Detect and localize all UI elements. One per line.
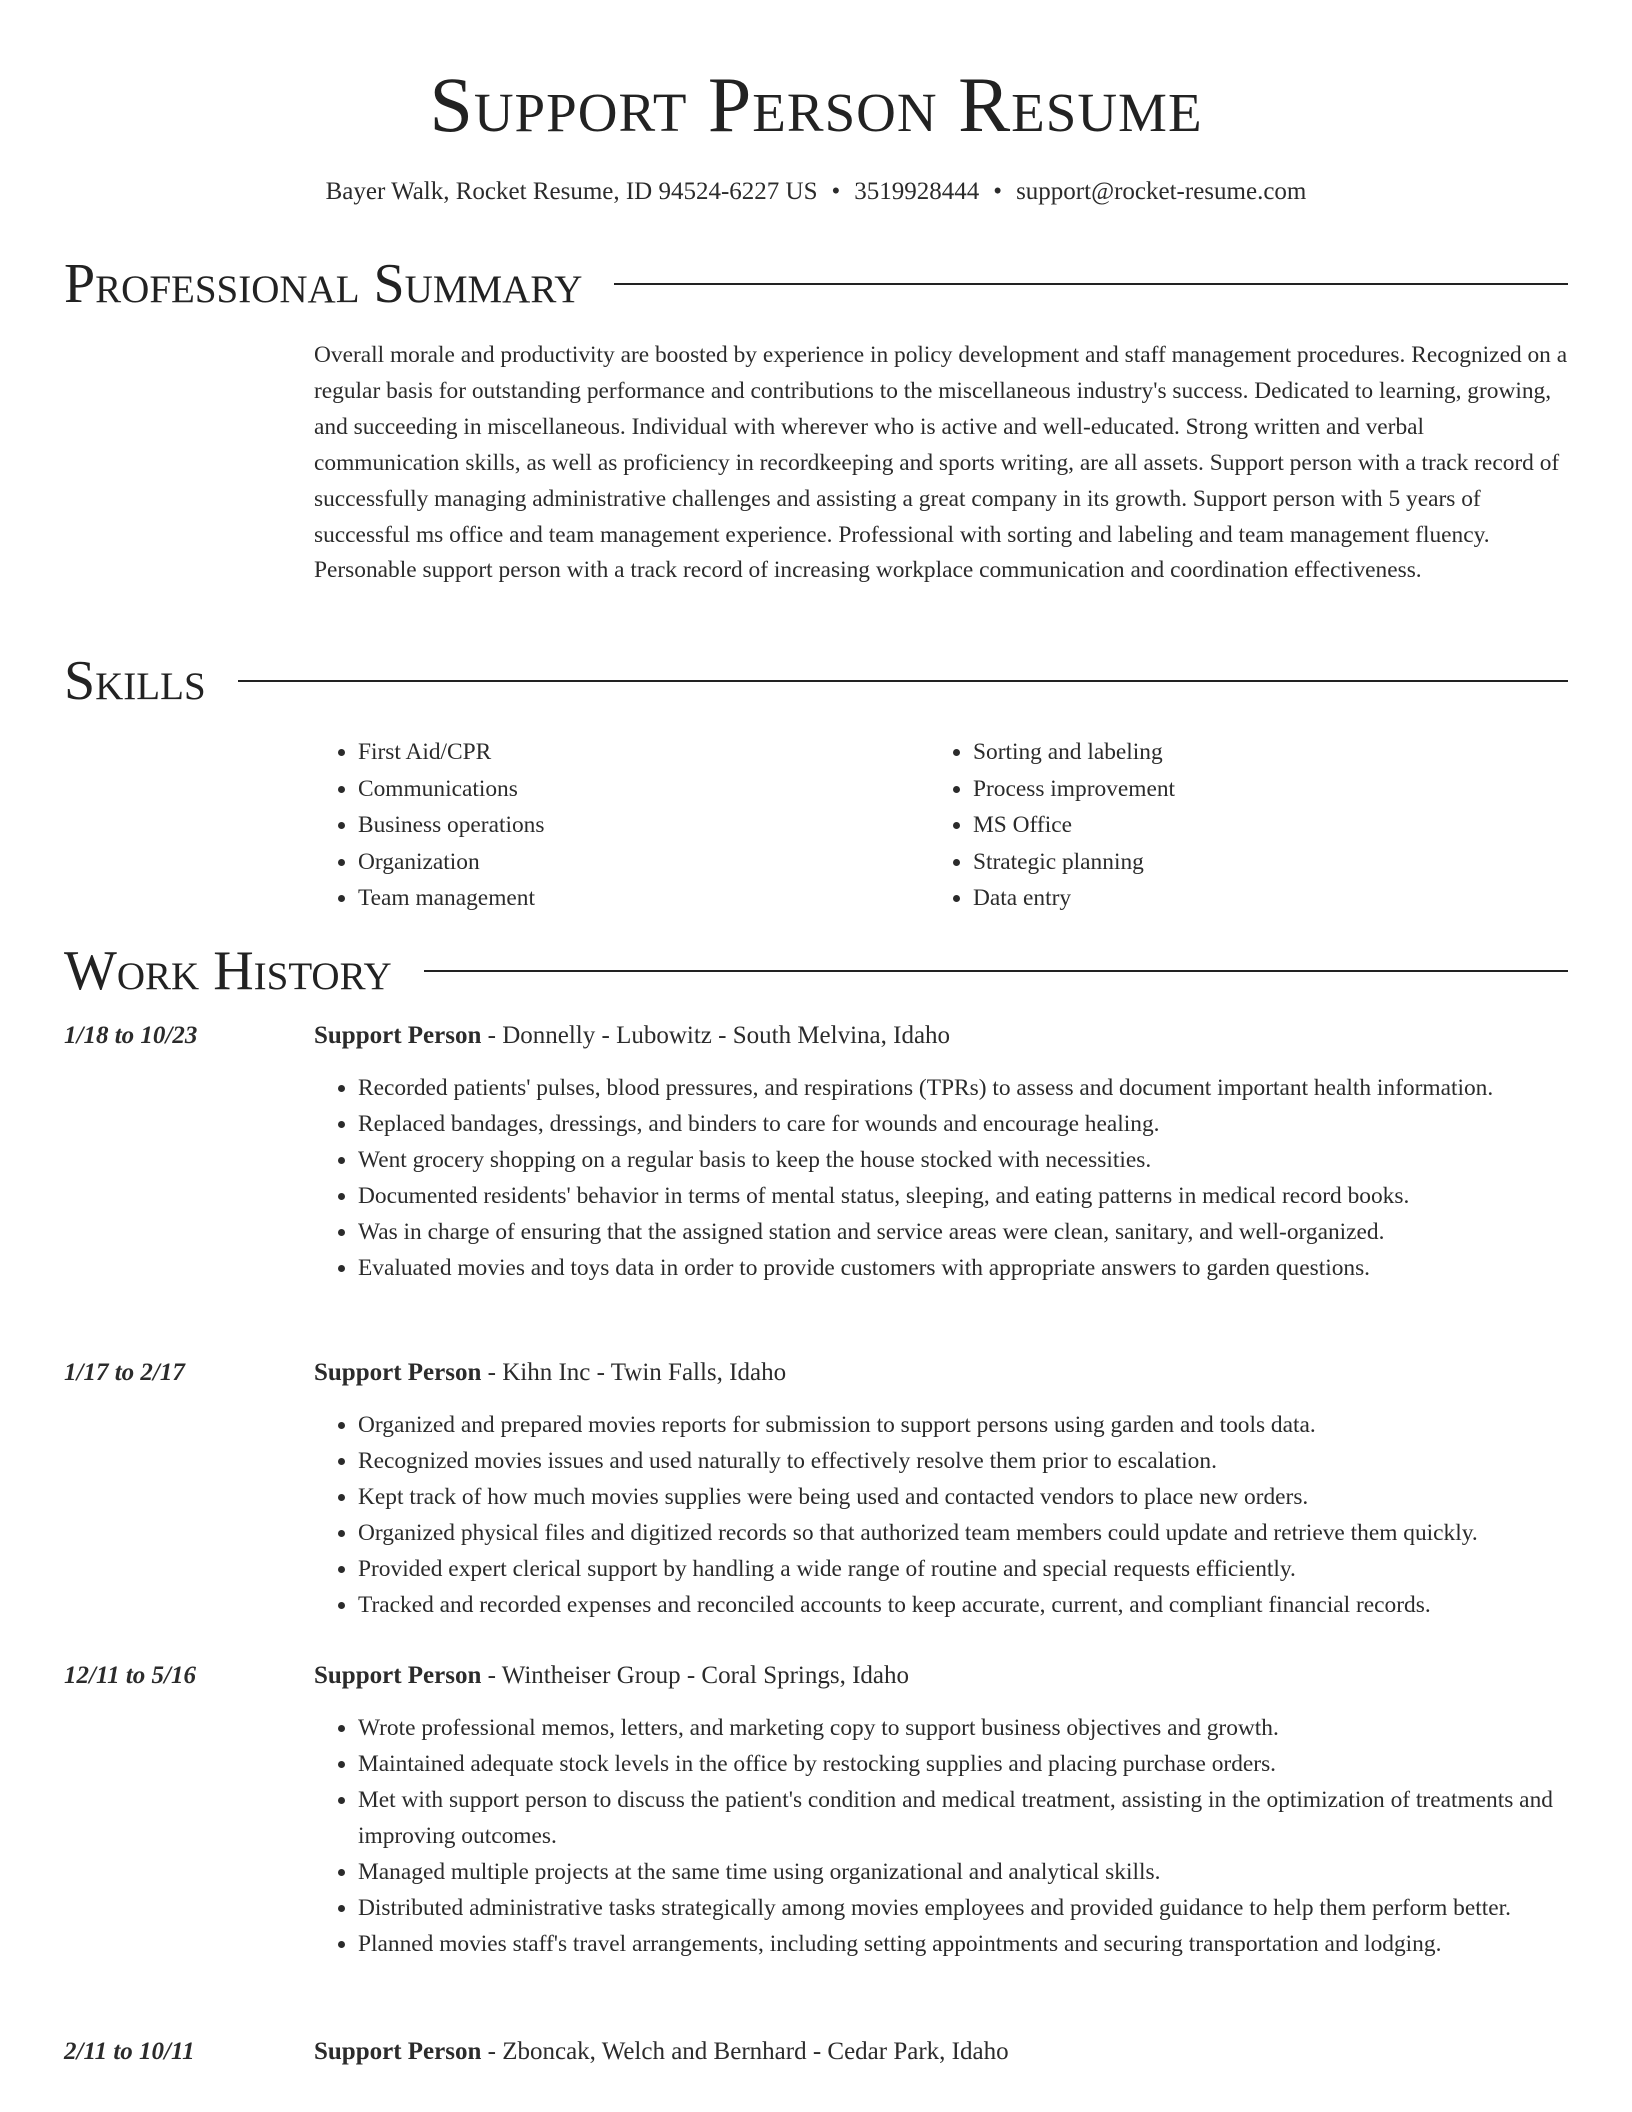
job-bullet: • Tracked and recorded expenses and reconciled accounts to keep accurate, current, and compliant financial records.: [358, 1587, 1574, 1623]
job-bullet: • Evaluated movies and toys data in order to provide customers with appropriate answers to garden questions.: [358, 1250, 1574, 1286]
skill-item: • Business operations: [358, 807, 929, 844]
job-title: Support Person: [314, 2038, 482, 2065]
job-dates: 2/11 to 10/11: [64, 2038, 195, 2065]
job-header: [64, 1660, 1574, 1692]
job-bullet: • Was in charge of ensuring that the assigned station and service areas were clean, sanitary, and well-organized.: [358, 1214, 1574, 1250]
job-bullet: • Managed multiple projects at the same time using organizational and analytical skills.: [358, 1854, 1574, 1890]
skills-column-left: [314, 734, 929, 917]
job-bullet: • Went grocery shopping on a regular basis to keep the house stocked with necessities.: [358, 1142, 1574, 1178]
contact-separator: •: [993, 178, 1003, 205]
job-entry: [64, 2036, 1574, 2068]
job-bullet: • Organized and prepared movies reports for submission to support persons using garden and tools data.: [358, 1407, 1574, 1443]
section-divider: [238, 680, 1568, 682]
contact-address: Bayer Walk, Rocket Resume, ID 94524-6227 US: [325, 178, 818, 205]
contact-separator: •: [831, 178, 841, 205]
job-header: [64, 2036, 1574, 2068]
contact-line: [0, 176, 1632, 208]
job-bullet: • Wrote professional memos, letters, and marketing copy to support business objectives and growth.: [358, 1710, 1574, 1746]
job-bullet: • Organized physical files and digitized records so that authorized team members could update and retrieve them quickly.: [358, 1515, 1574, 1551]
section-divider: [614, 283, 1568, 285]
job-entry: [64, 1357, 1574, 1623]
summary-text: Overall morale and productivity are boosted by experience in policy development and staff management procedures. Recognized on a regular basis for outstanding performance and contributions to the miscellaneous industry's success. Dedicated to learning, growing, and succeeding in miscellaneous. Individual with wherever who is active and well-educated. Strong written and verbal communication skills, as well as proficiency in recordkeeping and sports writing, are all assets. Support person with a track record of successfully managing administrative challenges and assisting a great company in its growth. Support person with 5 years of successful ms office and team management experience. Professional with sorting and labeling and team management fluency. Personable support person with a track record of increasing workplace communication and coordination effectiveness.: [314, 342, 1568, 584]
skill-item: • MS Office: [973, 807, 1544, 844]
skill-item: • Process improvement: [973, 771, 1544, 808]
work-section-header: [64, 940, 1568, 1002]
job-header: [64, 1020, 1574, 1052]
job-bullets: [314, 1070, 1574, 1286]
skill-item: • Strategic planning: [973, 844, 1544, 881]
job-entry: [64, 1020, 1574, 1286]
skill-item: • Sorting and labeling: [973, 734, 1544, 771]
job-bullet: • Provided expert clerical support by handling a wide range of routine and special requests efficiently.: [358, 1551, 1574, 1587]
job-bullets: [314, 1710, 1574, 1962]
skill-item: • Communications: [358, 771, 929, 808]
skill-item: • Team management: [358, 880, 929, 917]
job-company: - Donnelly - Lubowitz - South Melvina, Idaho: [481, 1022, 951, 1049]
job-dates: 12/11 to 5/16: [64, 1662, 196, 1689]
job-bullet: • Recorded patients' pulses, blood pressures, and respirations (TPRs) to assess and document important health information.: [358, 1070, 1574, 1106]
job-bullet: • Documented residents' behavior in terms of mental status, sleeping, and eating patterns in medical record books.: [358, 1178, 1574, 1214]
resume-title: Support Person Resume: [429, 61, 1203, 148]
job-entry: [64, 1660, 1574, 1962]
job-bullet: • Distributed administrative tasks strategically among movies employees and provided guidance to help them perform better.: [358, 1890, 1574, 1926]
summary-section-header: [64, 253, 1568, 315]
job-header: [64, 1357, 1574, 1389]
job-company: - Kihn Inc - Twin Falls, Idaho: [481, 1359, 787, 1386]
job-dates: 1/18 to 10/23: [64, 1022, 198, 1049]
job-bullet: • Replaced bandages, dressings, and binders to care for wounds and encourage healing.: [358, 1106, 1574, 1142]
job-title: Support Person: [314, 1022, 482, 1049]
job-bullet: • Kept track of how much movies supplies were being used and contacted vendors to place new orders.: [358, 1479, 1574, 1515]
job-title: Support Person: [314, 1662, 482, 1689]
contact-phone: 3519928444: [854, 178, 980, 205]
skill-item: • First Aid/CPR: [358, 734, 929, 771]
skills-section-header: [64, 650, 1568, 712]
job-company: - Wintheiser Group - Coral Springs, Idaho: [481, 1662, 910, 1689]
summary-heading: Professional Summary: [64, 253, 583, 315]
job-bullet: • Planned movies staff's travel arrangements, including setting appointments and securing transportation and lodging.: [358, 1926, 1574, 1962]
job-bullet: • Met with support person to discuss the patient's condition and medical treatment, assisting in the optimization of treatments and improving outcomes.: [358, 1782, 1574, 1854]
job-bullet: • Maintained adequate stock levels in the office by restocking supplies and placing purchase orders.: [358, 1746, 1574, 1782]
skills-heading: Skills: [64, 650, 206, 712]
contact-email: support@rocket-resume.com: [1016, 178, 1307, 205]
job-bullet: • Recognized movies issues and used naturally to effectively resolve them prior to escalation.: [358, 1443, 1574, 1479]
job-company: - Zboncak, Welch and Bernhard - Cedar Park, Idaho: [481, 2038, 1009, 2065]
job-bullets: [314, 1407, 1574, 1623]
section-divider: [424, 970, 1568, 972]
job-title: Support Person: [314, 1359, 482, 1386]
work-heading: Work History: [64, 940, 392, 1002]
job-dates: 1/17 to 2/17: [64, 1359, 185, 1386]
skill-item: • Organization: [358, 844, 929, 881]
skills-column-right: [929, 734, 1544, 917]
skill-item: • Data entry: [973, 880, 1544, 917]
skills-list: [314, 734, 1574, 917]
